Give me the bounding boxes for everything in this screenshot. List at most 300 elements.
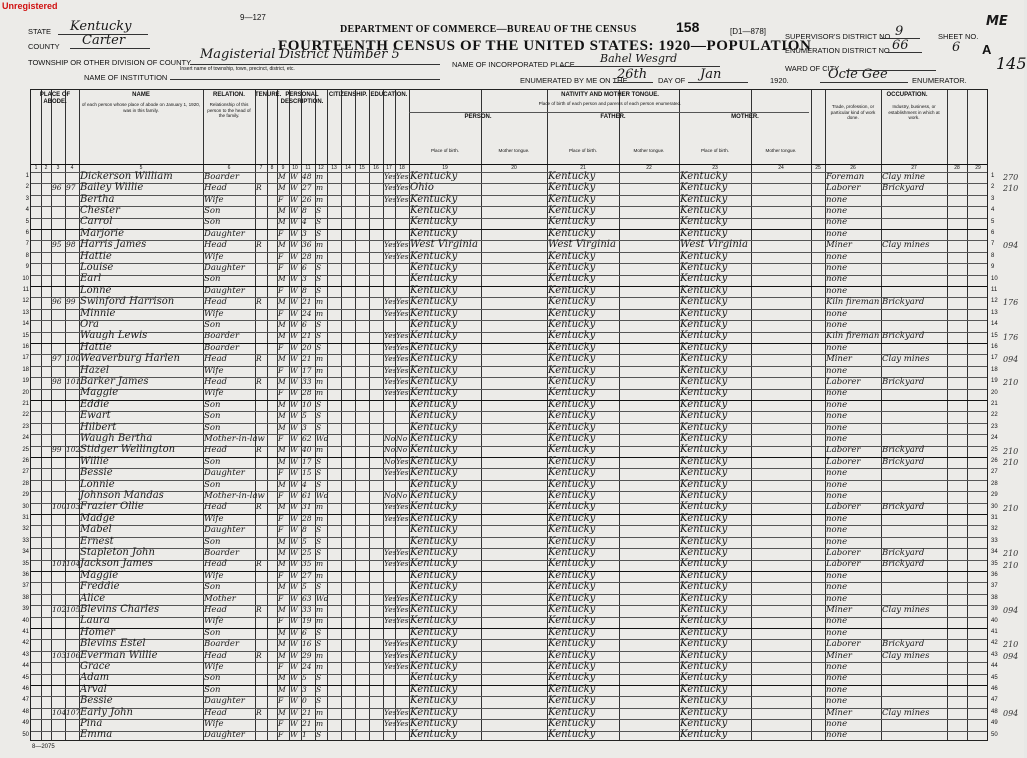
- cell-name: Homer: [80, 626, 115, 638]
- cell-race: W: [290, 388, 298, 398]
- cell-relation: Boarder: [204, 639, 240, 650]
- margin-code: 210: [1003, 640, 1019, 650]
- cell-age: 48: [302, 171, 312, 181]
- cell-name: Hazel: [80, 364, 110, 376]
- nativity-father: FATHER.: [600, 114, 626, 120]
- cell-mother-pob: Kentucky: [680, 546, 728, 558]
- line-number-right: 11: [991, 287, 998, 293]
- cell-father-pob: Kentucky: [548, 193, 596, 205]
- cell-trade: Laborer: [826, 547, 861, 558]
- cell-name: Stidger Wellington: [80, 444, 176, 456]
- cell-write: Yes: [396, 251, 409, 261]
- cell-marital: m: [316, 559, 324, 569]
- cell-age: 8: [302, 205, 307, 215]
- cell-father-pob: Kentucky: [548, 410, 596, 422]
- cell-pob: Kentucky: [410, 250, 458, 262]
- cell-father-pob: Kentucky: [548, 546, 596, 558]
- line-number-right: 44: [991, 663, 998, 670]
- cell-pob: Kentucky: [410, 615, 458, 627]
- column-number: 15: [359, 165, 365, 171]
- cell-relation: Wife: [204, 308, 224, 319]
- cell-race: W: [290, 342, 298, 352]
- cell-sex: M: [278, 536, 286, 546]
- line-number-left: 48: [22, 708, 29, 715]
- cell-trade: Foreman: [826, 171, 865, 182]
- cell-father-pob: Kentucky: [548, 182, 596, 194]
- margin-code: 210: [1003, 184, 1019, 194]
- cell-trade: none: [826, 388, 848, 399]
- cell-father-pob: Kentucky: [548, 512, 596, 524]
- cell-relation: Daughter: [204, 262, 245, 273]
- cell-name: Bertha: [80, 193, 115, 205]
- cell-tenure: R: [256, 604, 262, 614]
- cell-age: 21: [302, 718, 312, 728]
- cell-father-pob: Kentucky: [548, 535, 596, 547]
- column-divider: [369, 90, 370, 740]
- column-number: 21: [580, 165, 586, 171]
- cell-race: W: [290, 639, 298, 649]
- cell-sex: F: [278, 285, 284, 295]
- cell-mother-pob: Kentucky: [680, 649, 728, 661]
- line-number-right: 1: [991, 173, 995, 179]
- cell-read: Yes: [384, 513, 397, 523]
- cell-read: Yes: [384, 707, 397, 717]
- cell-marital: m: [316, 365, 324, 375]
- cell-marital: m: [316, 445, 324, 455]
- line-number-left: 28: [22, 480, 29, 487]
- cell-relation: Boarder: [204, 342, 240, 353]
- cell-tenure: R: [256, 502, 262, 512]
- cell-write: No: [396, 433, 408, 443]
- cell-age: 8: [302, 525, 307, 535]
- cell-age: 21: [302, 297, 312, 307]
- cell-mother-pob: Kentucky: [680, 307, 728, 319]
- form-number: 9—127: [240, 13, 266, 22]
- cell-trade: none: [826, 422, 848, 433]
- cell-age: 5: [302, 673, 307, 683]
- cell-name: Marjorie: [80, 227, 124, 239]
- line-number-right: 46: [991, 686, 998, 692]
- line-number-right: 5: [991, 218, 995, 225]
- cell-sex: M: [278, 399, 286, 409]
- cell-pob: Kentucky: [410, 569, 458, 581]
- cell-write: Yes: [396, 376, 409, 386]
- cell-father-pob: Kentucky: [548, 387, 596, 399]
- cell-dwelling: 100: [52, 502, 67, 512]
- cell-sex: M: [278, 183, 286, 193]
- cell-relation: Wife: [204, 616, 224, 627]
- cell-read: Yes: [384, 593, 397, 603]
- cell-father-pob: Kentucky: [548, 626, 596, 638]
- sheet-letter: A: [982, 42, 992, 57]
- cell-pob: Kentucky: [410, 546, 458, 558]
- line-number-left: 2: [25, 184, 29, 191]
- cell-race: W: [290, 319, 298, 329]
- cell-name: Madge: [80, 512, 115, 524]
- cell-father-pob: Kentucky: [548, 569, 596, 581]
- cell-age: 24: [302, 308, 312, 318]
- cell-name: Hattie: [80, 341, 112, 353]
- cell-read: Yes: [384, 354, 397, 364]
- cell-industry: Clay mines: [882, 650, 930, 661]
- cell-trade: Kiln fireman: [826, 331, 880, 342]
- column-divider: [811, 90, 812, 740]
- line-number-right: 29: [991, 492, 998, 499]
- cell-sex: M: [278, 205, 286, 215]
- cell-industry: Brickyard: [882, 331, 925, 342]
- cell-father-pob: Kentucky: [548, 729, 596, 741]
- cell-mother-pob: Kentucky: [680, 535, 728, 547]
- cell-read: No: [384, 433, 396, 443]
- cell-age: 6: [302, 627, 307, 637]
- cell-sex: F: [278, 308, 284, 318]
- line-number-right: 49: [991, 720, 998, 727]
- cell-sex: F: [278, 730, 284, 740]
- cell-trade: none: [826, 217, 848, 228]
- column-divider: [619, 90, 620, 740]
- cell-marital: m: [316, 502, 324, 512]
- county-line: [70, 48, 150, 49]
- nativity-sub-divider: [409, 112, 809, 113]
- cell-sex: M: [278, 639, 286, 649]
- line-number-left: 25: [22, 446, 29, 453]
- cell-name: Swinford Harrison: [80, 296, 175, 308]
- watermark: Unregistered: [2, 1, 58, 11]
- line-number-right: 17: [991, 355, 998, 362]
- cell-family: 103: [66, 502, 81, 512]
- enumeration-value: 66: [892, 38, 909, 53]
- line-number-right: 28: [991, 480, 998, 487]
- cell-trade: Laborer: [826, 376, 861, 387]
- cell-pob: Kentucky: [410, 330, 458, 342]
- cell-race: W: [290, 730, 298, 740]
- cell-name: Maggie: [80, 387, 119, 399]
- cell-mother-pob: Kentucky: [680, 410, 728, 422]
- column-number: 26: [850, 165, 856, 171]
- cell-family: 104: [66, 559, 81, 569]
- cell-father-pob: Kentucky: [548, 250, 596, 262]
- cell-relation: Son: [204, 684, 221, 695]
- margin-code: 210: [1003, 446, 1019, 456]
- page-number: 158: [676, 19, 700, 35]
- cell-father-pob: Kentucky: [548, 638, 596, 650]
- cell-tenure: R: [256, 354, 262, 364]
- cell-marital: m: [316, 308, 324, 318]
- margin-code: 176: [1003, 332, 1019, 342]
- cell-read: Yes: [384, 240, 397, 250]
- cell-sex: F: [278, 342, 284, 352]
- line-number-left: 18: [22, 366, 29, 373]
- cell-write: Yes: [396, 365, 409, 375]
- cell-pob: Kentucky: [410, 489, 458, 501]
- cell-pob: Kentucky: [410, 592, 458, 604]
- cell-mother-pob: Kentucky: [680, 204, 728, 216]
- cell-read: Yes: [384, 718, 397, 728]
- cell-name: Pina: [80, 717, 103, 729]
- line-number-right: 10: [991, 275, 998, 282]
- column-number: 25: [815, 165, 821, 171]
- cell-father-pob: Kentucky: [548, 375, 596, 387]
- cell-marital: S: [316, 228, 322, 238]
- cell-relation: Head: [204, 559, 227, 570]
- cell-marital: m: [316, 171, 324, 181]
- township-note: Insert name of township, town, precinct, district, etc.: [180, 66, 295, 72]
- line-number-left: 9: [25, 264, 29, 271]
- cell-age: 25: [302, 547, 312, 557]
- cell-race: W: [290, 718, 298, 728]
- enumerated-by-label: ENUMERATED BY ME ON THE: [520, 76, 628, 85]
- cell-trade: Miner: [826, 650, 852, 661]
- cell-name: Dickerson William: [80, 170, 173, 182]
- line-number-right: 50: [991, 731, 998, 738]
- cell-mother-pob: Kentucky: [680, 558, 728, 570]
- cell-pob: Kentucky: [410, 273, 458, 285]
- cell-marital: m: [316, 354, 324, 364]
- cell-race: W: [290, 171, 298, 181]
- cell-sex: F: [278, 228, 284, 238]
- cell-age: 5: [302, 536, 307, 546]
- cell-trade: none: [826, 536, 848, 547]
- cell-sex: F: [278, 593, 284, 603]
- cell-mother-pob: Kentucky: [680, 296, 728, 308]
- cell-read: Yes: [384, 171, 397, 181]
- cell-sex: F: [278, 194, 284, 204]
- cell-sex: M: [278, 502, 286, 512]
- cell-industry: Brickyard: [882, 559, 925, 570]
- cell-mother-pob: Kentucky: [680, 695, 728, 707]
- cell-pob: Kentucky: [410, 581, 458, 593]
- cell-pob: Kentucky: [410, 410, 458, 422]
- group-header-education: EDUCATION.: [370, 92, 408, 98]
- cell-marital: S: [316, 331, 322, 341]
- cell-age: 28: [302, 513, 312, 523]
- line-number-left: 32: [22, 526, 29, 533]
- cell-age: 17: [302, 456, 312, 466]
- cell-pob: Kentucky: [410, 387, 458, 399]
- incorporated-place-label: NAME OF INCORPORATED PLACE: [452, 60, 575, 69]
- cell-age: 5: [302, 411, 307, 421]
- cell-sex: M: [278, 319, 286, 329]
- cell-relation: Son: [204, 479, 221, 490]
- cell-write: Yes: [396, 604, 409, 614]
- cell-pob: Kentucky: [410, 501, 458, 513]
- cell-race: W: [290, 205, 298, 215]
- cell-father-pob: Kentucky: [548, 170, 596, 182]
- cell-sex: F: [278, 616, 284, 626]
- cell-tenure: R: [256, 240, 262, 250]
- margin-code: 094: [1003, 355, 1019, 365]
- cell-trade: none: [826, 251, 848, 262]
- cell-relation: Son: [204, 274, 221, 285]
- cell-trade: none: [826, 399, 848, 410]
- cell-age: 26: [302, 194, 312, 204]
- cell-father-pob: Kentucky: [548, 353, 596, 365]
- cell-industry: Clay mine: [882, 171, 926, 182]
- cell-race: W: [290, 297, 298, 307]
- cell-age: 4: [302, 217, 307, 227]
- cell-name: Weaverburg Harlen: [80, 353, 180, 365]
- cell-father-pob: Kentucky: [548, 649, 596, 661]
- line-number-left: 26: [22, 458, 29, 464]
- cell-marital: Wd: [316, 593, 329, 603]
- line-number-right: 35: [991, 560, 998, 567]
- cell-pob: Kentucky: [410, 558, 458, 570]
- cell-marital: S: [316, 582, 322, 592]
- line-number-left: 27: [22, 469, 29, 476]
- cell-name: Grace: [80, 660, 111, 672]
- line-number-left: 37: [22, 583, 29, 590]
- line-number-right: 23: [991, 423, 998, 430]
- line-number-right: 39: [991, 606, 998, 613]
- cell-name: Ewart: [80, 410, 111, 422]
- county-label: COUNTY: [28, 42, 60, 51]
- cell-tenure: R: [256, 183, 262, 193]
- column-divider: [341, 90, 342, 740]
- column-number: 19: [442, 165, 448, 171]
- column-number: 3: [56, 165, 60, 171]
- cell-tenure: R: [256, 445, 262, 455]
- cell-marital: S: [316, 627, 322, 637]
- cell-mother-pob: Kentucky: [680, 638, 728, 650]
- cell-sex: M: [278, 240, 286, 250]
- cell-pob: Kentucky: [410, 193, 458, 205]
- cell-trade: none: [826, 570, 848, 581]
- line-number-right: 16: [991, 344, 998, 350]
- cell-read: Yes: [384, 616, 397, 626]
- industry-note: Industry, business, or establishment in which at work.: [888, 104, 940, 120]
- cell-pob: Kentucky: [410, 307, 458, 319]
- cell-mother-pob: Kentucky: [680, 706, 728, 718]
- supervisor-value: 9: [895, 24, 904, 39]
- margin-code: 210: [1003, 560, 1019, 570]
- cell-relation: Head: [204, 297, 227, 308]
- place-of-birth-label: Place of birth.: [568, 148, 598, 153]
- cell-read: Yes: [384, 365, 397, 375]
- group-header-nativity: NATIVITY AND MOTHER TONGUE.: [561, 92, 659, 98]
- line-number-left: 3: [25, 195, 29, 202]
- column-number: 24: [778, 165, 784, 171]
- cell-mother-pob: Kentucky: [680, 581, 728, 593]
- cell-write: Yes: [396, 513, 409, 523]
- cell-read: Yes: [384, 639, 397, 649]
- cell-race: W: [290, 502, 298, 512]
- cell-tenure: R: [256, 707, 262, 717]
- cell-pob: Kentucky: [410, 626, 458, 638]
- cell-tenure: R: [256, 376, 262, 386]
- cell-marital: S: [316, 673, 322, 683]
- cell-mother-pob: Kentucky: [680, 273, 728, 285]
- cell-race: W: [290, 513, 298, 523]
- cell-relation: Wife: [204, 365, 224, 376]
- column-divider: [327, 90, 328, 740]
- cell-race: W: [290, 616, 298, 626]
- margin-code: 176: [1003, 298, 1019, 308]
- cell-sex: M: [278, 422, 286, 432]
- margin-code: 210: [1003, 549, 1019, 559]
- cell-race: W: [290, 536, 298, 546]
- cell-relation: Son: [204, 582, 221, 593]
- cell-trade: Miner: [826, 604, 852, 615]
- cell-race: W: [290, 627, 298, 637]
- cell-trade: none: [826, 513, 848, 524]
- cell-mother-pob: Kentucky: [680, 615, 728, 627]
- cell-relation: Head: [204, 376, 227, 387]
- cell-pob: Kentucky: [410, 398, 458, 410]
- cell-race: W: [290, 262, 298, 272]
- line-number-left: 8: [25, 252, 29, 259]
- column-number: 22: [646, 165, 652, 171]
- cell-sex: M: [278, 354, 286, 364]
- enumerator-name: Ocie Gee: [828, 67, 888, 82]
- line-number-left: 44: [22, 663, 29, 670]
- cell-name: Lonnie: [80, 478, 115, 490]
- line-number-left: 19: [22, 378, 29, 385]
- cell-sex: M: [278, 445, 286, 455]
- cell-relation: Mother-in-law: [204, 490, 265, 501]
- line-number-right: 7: [991, 241, 995, 248]
- cell-write: Yes: [396, 616, 409, 626]
- margin-code: 094: [1003, 708, 1019, 718]
- cell-relation: Wife: [204, 513, 224, 524]
- nativity-note: Place of birth of each person and parents of each person enumerated.: [538, 101, 682, 106]
- cell-relation: Head: [204, 354, 227, 365]
- cell-relation: Head: [204, 445, 227, 456]
- cell-family: 107: [66, 707, 81, 717]
- cell-mother-pob: Kentucky: [680, 216, 728, 228]
- cell-family: 98: [66, 240, 76, 250]
- cell-mother-pob: Kentucky: [680, 592, 728, 604]
- line-number-right: 22: [991, 412, 998, 419]
- cell-write: Yes: [396, 171, 409, 181]
- year-label: 1920.: [770, 76, 789, 85]
- institution-label: NAME OF INSTITUTION: [84, 73, 168, 82]
- cell-race: W: [290, 696, 298, 706]
- cell-mother-pob: Kentucky: [680, 626, 728, 638]
- cell-age: 3: [302, 274, 307, 284]
- line-number-left: 46: [22, 686, 29, 692]
- column-number: 11: [305, 165, 311, 171]
- cell-marital: S: [316, 217, 322, 227]
- cell-write: Yes: [396, 297, 409, 307]
- cell-relation: Wife: [204, 251, 224, 262]
- cell-age: 3: [302, 684, 307, 694]
- cell-father-pob: Kentucky: [548, 432, 596, 444]
- cell-sex: M: [278, 331, 286, 341]
- line-number-left: 6: [25, 230, 29, 236]
- cell-race: W: [290, 376, 298, 386]
- cell-read: Yes: [384, 376, 397, 386]
- cell-marital: S: [316, 536, 322, 546]
- line-number-right: 27: [991, 469, 998, 476]
- cell-relation: Wife: [204, 661, 224, 672]
- cell-family: 106: [66, 650, 81, 660]
- line-number-left: 43: [22, 651, 29, 658]
- line-number-left: 23: [22, 423, 29, 430]
- cell-father-pob: Kentucky: [548, 318, 596, 330]
- corner-annotation: ME: [986, 14, 1008, 29]
- enumerated-day-line: [613, 82, 653, 83]
- cell-mother-pob: Kentucky: [680, 421, 728, 433]
- line-number-left: 14: [22, 321, 29, 328]
- cell-name: Laura: [80, 615, 110, 627]
- cell-race: W: [290, 570, 298, 580]
- cell-mother-pob: West Virginia: [680, 239, 748, 251]
- line-number-right: 26: [991, 458, 998, 464]
- cell-age: 28: [302, 388, 312, 398]
- sheet-value: 6: [952, 40, 961, 55]
- cell-age: 63: [302, 593, 312, 603]
- cell-age: 27: [302, 183, 312, 193]
